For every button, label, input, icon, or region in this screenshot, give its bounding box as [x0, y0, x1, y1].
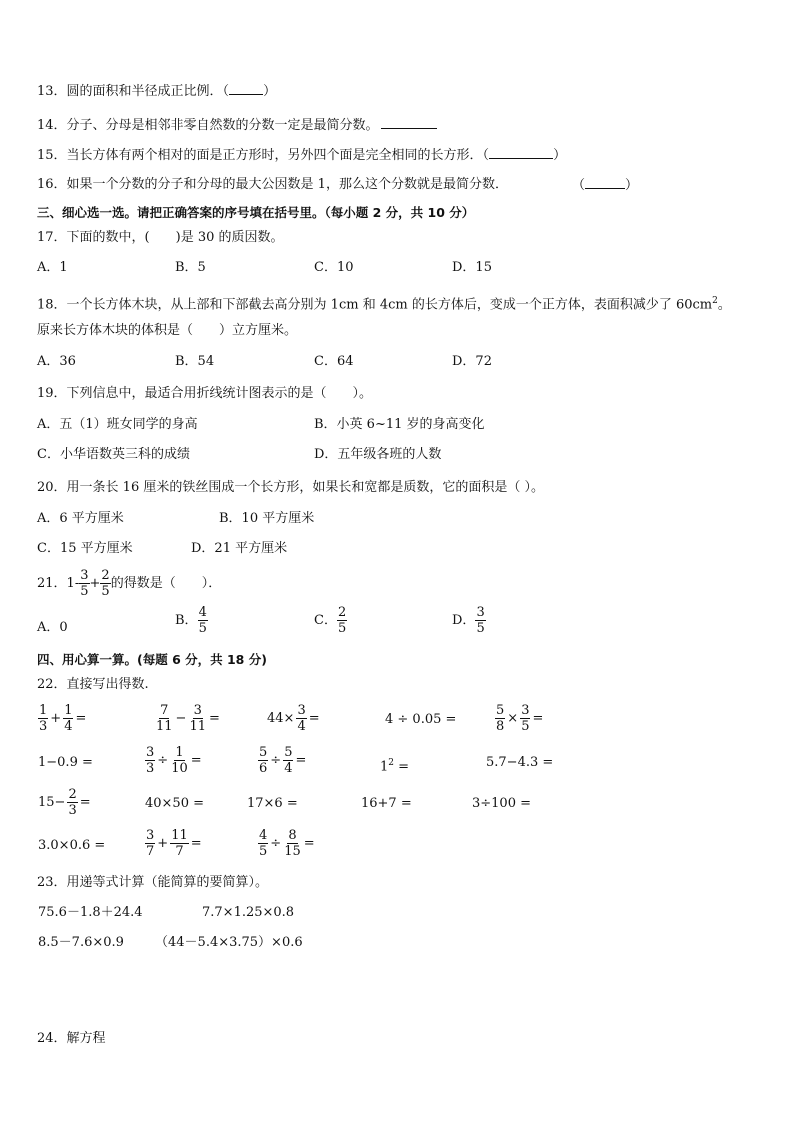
- calc-item: [495, 703, 543, 734]
- option-b[interactable]: B．10 平方厘米: [219, 511, 315, 526]
- equals: =: [303, 836, 315, 851]
- fraction: [155, 703, 174, 734]
- calc-item: [155, 703, 220, 734]
- denominator: 4: [64, 719, 73, 734]
- base: 1: [380, 759, 389, 775]
- paren-close: ）: [625, 178, 639, 193]
- fraction: [520, 703, 530, 734]
- question-23: [37, 874, 268, 892]
- denominator: 11: [189, 719, 206, 734]
- option-b[interactable]: [175, 605, 208, 636]
- denominator: 3: [39, 719, 48, 734]
- calc-item: 7.7×1.25×0.8: [202, 905, 295, 920]
- numerator: 2: [101, 568, 110, 583]
- operator: +: [157, 836, 169, 851]
- question-20: [37, 479, 544, 497]
- question-text: 如果一个分数的分子和分母的最大公因数是 1，那么这个分数就是最简分数．: [66, 177, 508, 192]
- numerator: 1: [39, 703, 48, 718]
- paren-open: （: [572, 178, 586, 193]
- calc-item: [258, 745, 306, 776]
- operator: ÷: [157, 753, 169, 768]
- paren-close: ）: [553, 148, 567, 163]
- punctuation: 。: [717, 297, 731, 313]
- operator: +: [89, 575, 101, 591]
- option-label: D．: [452, 612, 476, 628]
- calc-item: 1−0.9 =: [38, 755, 93, 770]
- option-a[interactable]: A．0: [37, 620, 68, 635]
- calc-item: 5.7−4.3 =: [486, 755, 554, 770]
- calc-item: 4 ÷ 0.05 =: [385, 712, 457, 727]
- calc-item: 3.0×0.6 =: [38, 838, 106, 853]
- numerator: 1: [64, 703, 73, 718]
- fraction: [79, 568, 89, 599]
- numerator: 3: [297, 703, 306, 718]
- numerator: 1: [175, 745, 184, 760]
- denominator: 4: [297, 719, 306, 734]
- option-a[interactable]: A．36: [37, 354, 76, 369]
- question-text: 当长方体有两个相对的面是正方形时，另外四个面是完全相同的长方形．（: [66, 148, 490, 163]
- question-16-answer: [572, 176, 638, 195]
- question-text: 用一条长 16 厘米的铁丝围成一个长方形，如果长和宽都是质数，它的面积是（ ）。: [66, 480, 544, 495]
- numerator: 4: [198, 605, 207, 620]
- denominator: 5: [101, 584, 110, 599]
- denominator: 6: [259, 761, 268, 776]
- fraction: [296, 703, 306, 734]
- question-number: 24．: [37, 1031, 67, 1046]
- denominator: 3: [146, 761, 155, 776]
- option-d[interactable]: D．21 平方厘米: [191, 541, 288, 556]
- numerator: 2: [68, 787, 77, 802]
- question-text: 分子、分母是相邻非零自然数的分数一定是最简分数。: [66, 118, 379, 133]
- operator: −: [175, 711, 187, 726]
- question-text: 下面的数中，( )是 30 的质因数。: [66, 230, 284, 245]
- superscript: 2: [712, 296, 718, 306]
- fraction: [188, 703, 207, 734]
- numerator: 3: [521, 703, 530, 718]
- question-number: 17．: [37, 230, 67, 245]
- numerator: 5: [284, 745, 293, 760]
- equals: =: [190, 836, 202, 851]
- calc-item: 75.6－1.8＋24.4: [38, 905, 143, 920]
- numerator: 3: [476, 605, 485, 620]
- question-17: [37, 229, 284, 247]
- denominator: 5: [80, 584, 89, 599]
- calc-item: [38, 787, 91, 818]
- numerator: 3: [146, 828, 155, 843]
- question-14: [37, 116, 437, 135]
- operator: ÷: [270, 753, 282, 768]
- question-text: 的得数是（ ）．: [110, 575, 222, 591]
- fraction: [283, 745, 293, 776]
- section-4-title: 四、用心算一算。(每题 6 分，共 18 分): [37, 652, 267, 667]
- numerator: 5: [496, 703, 505, 718]
- numerator: 8: [288, 828, 297, 843]
- denominator: 3: [68, 803, 77, 818]
- fraction: [170, 745, 189, 776]
- calc-item: [380, 754, 409, 776]
- fraction: [258, 828, 268, 859]
- question-text: 一个长方体木块，从上部和下部截去高分别为 1cm 和 4cm 的长方体后，变成一个正方体，表面积减少了 60cm: [66, 297, 713, 313]
- option-a[interactable]: A．1: [37, 260, 68, 275]
- fraction: [337, 605, 347, 636]
- section-3-title: 三、细心选一选。请把正确答案的序号填在括号里。（每小题 2 分，共 10 分）: [37, 205, 475, 220]
- calc-item: [267, 703, 320, 734]
- fraction: [258, 745, 268, 776]
- option-label: B．: [175, 612, 198, 628]
- option-d[interactable]: D．72: [452, 354, 492, 369]
- calc-item: （44－5.4×3.75）×0.6: [155, 935, 303, 950]
- fraction: [170, 828, 189, 859]
- option-c[interactable]: C．小华语数英三科的成绩: [37, 447, 190, 462]
- denominator: 4: [284, 761, 293, 776]
- expr-lead: 15−: [38, 795, 66, 810]
- numerator: 7: [160, 703, 169, 718]
- question-22: [37, 676, 149, 694]
- question-number: 14．: [37, 118, 67, 133]
- question-13: [37, 82, 276, 101]
- denominator: 10: [171, 761, 188, 776]
- numerator: 5: [259, 745, 268, 760]
- option-b[interactable]: B．54: [175, 354, 215, 369]
- question-18-line2: 原来长方体木块的体积是（ ）立方厘米。: [37, 323, 298, 338]
- equals: =: [209, 711, 220, 726]
- calc-item: [145, 745, 202, 776]
- option-a[interactable]: A．五（1）班女同学的身高: [37, 417, 198, 432]
- option-c[interactable]: C．10: [314, 260, 354, 275]
- question-24: [37, 1030, 106, 1048]
- fraction: [145, 828, 155, 859]
- calc-item: 16+7 =: [361, 796, 412, 811]
- denominator: 5: [521, 719, 530, 734]
- numerator: 11: [171, 828, 188, 843]
- option-a[interactable]: A．6 平方厘米: [37, 511, 124, 526]
- fraction: [67, 787, 77, 818]
- numerator: 3: [146, 745, 155, 760]
- operator: ÷: [270, 836, 282, 851]
- question-text: 下列信息中，最适合用折线统计图表示的是（ ）。: [66, 386, 373, 401]
- denominator: 7: [146, 844, 155, 859]
- option-b[interactable]: B．5: [175, 260, 206, 275]
- equals: =: [190, 753, 202, 768]
- question-number: 20．: [37, 480, 67, 495]
- question-number: 22．: [37, 677, 67, 692]
- fraction: [145, 745, 155, 776]
- paren-close: ）: [263, 84, 277, 99]
- option-c[interactable]: C．15 平方厘米: [37, 541, 133, 556]
- equals: =: [295, 753, 307, 768]
- option-label: C．: [314, 612, 337, 628]
- numerator: 3: [80, 568, 89, 583]
- operator: ×: [507, 711, 519, 726]
- calc-item: 8.5－7.6×0.9: [38, 935, 124, 950]
- denominator: 7: [175, 844, 184, 859]
- question-text: 直接写出得数.: [66, 677, 149, 692]
- question-19: [37, 385, 372, 403]
- calc-item: 17×6 =: [247, 796, 298, 811]
- equals: =: [398, 759, 410, 775]
- denominator: 11: [156, 719, 173, 734]
- fraction: [63, 703, 73, 734]
- question-16: [37, 176, 508, 194]
- question-15: [37, 146, 566, 165]
- denominator: 5: [259, 844, 268, 859]
- denominator: 15: [284, 844, 301, 859]
- calc-item: [258, 828, 315, 859]
- question-number: 13．: [37, 84, 67, 99]
- question-number: 23．: [37, 875, 67, 890]
- equals: =: [79, 795, 91, 810]
- question-number: 16．: [37, 177, 67, 192]
- exponent: 2: [388, 758, 395, 768]
- equals: =: [532, 711, 544, 726]
- answer-blank[interactable]: [229, 82, 263, 95]
- fraction: [283, 828, 302, 859]
- question-number: 18．: [37, 297, 67, 313]
- question-number: 19．: [37, 386, 67, 401]
- denominator: 8: [496, 719, 505, 734]
- question-number: 15．: [37, 148, 67, 163]
- option-d[interactable]: [452, 605, 486, 636]
- calc-item: 3÷100 =: [472, 796, 532, 811]
- expr-lead: 1-: [66, 575, 80, 591]
- answer-blank[interactable]: [585, 176, 625, 189]
- equals: =: [75, 711, 87, 726]
- fraction: [475, 605, 485, 636]
- numerator: 4: [259, 828, 268, 843]
- fraction: [38, 703, 48, 734]
- option-c[interactable]: C．64: [314, 354, 354, 369]
- question-21: [37, 568, 221, 599]
- expr-lead: 44×: [267, 711, 295, 726]
- operator: +: [50, 711, 62, 726]
- option-d[interactable]: D．五年级各班的人数: [314, 447, 442, 462]
- fraction: [198, 605, 208, 636]
- answer-blank[interactable]: [381, 116, 437, 129]
- option-b[interactable]: B．小英 6~11 岁的身高变化: [314, 417, 485, 432]
- option-c[interactable]: [314, 605, 347, 636]
- question-text: 用递等式计算（能简算的要简算）。: [66, 875, 269, 890]
- denominator: 5: [198, 621, 207, 636]
- question-18: [37, 292, 731, 314]
- numerator: 3: [193, 703, 202, 718]
- denominator: 5: [337, 621, 347, 636]
- answer-blank[interactable]: [489, 146, 553, 159]
- numerator: 2: [337, 605, 347, 620]
- calc-item: [38, 703, 86, 734]
- calc-item: 40×50 =: [145, 796, 205, 811]
- equals: =: [308, 711, 320, 726]
- fraction: [100, 568, 110, 599]
- fraction: [495, 703, 505, 734]
- question-text: 圆的面积和半径成正比例．（: [66, 84, 230, 99]
- denominator: 5: [476, 621, 485, 636]
- option-d[interactable]: D．15: [452, 260, 492, 275]
- question-number: 21．: [37, 575, 67, 591]
- question-text: 解方程: [66, 1031, 106, 1046]
- calc-item: [145, 828, 202, 859]
